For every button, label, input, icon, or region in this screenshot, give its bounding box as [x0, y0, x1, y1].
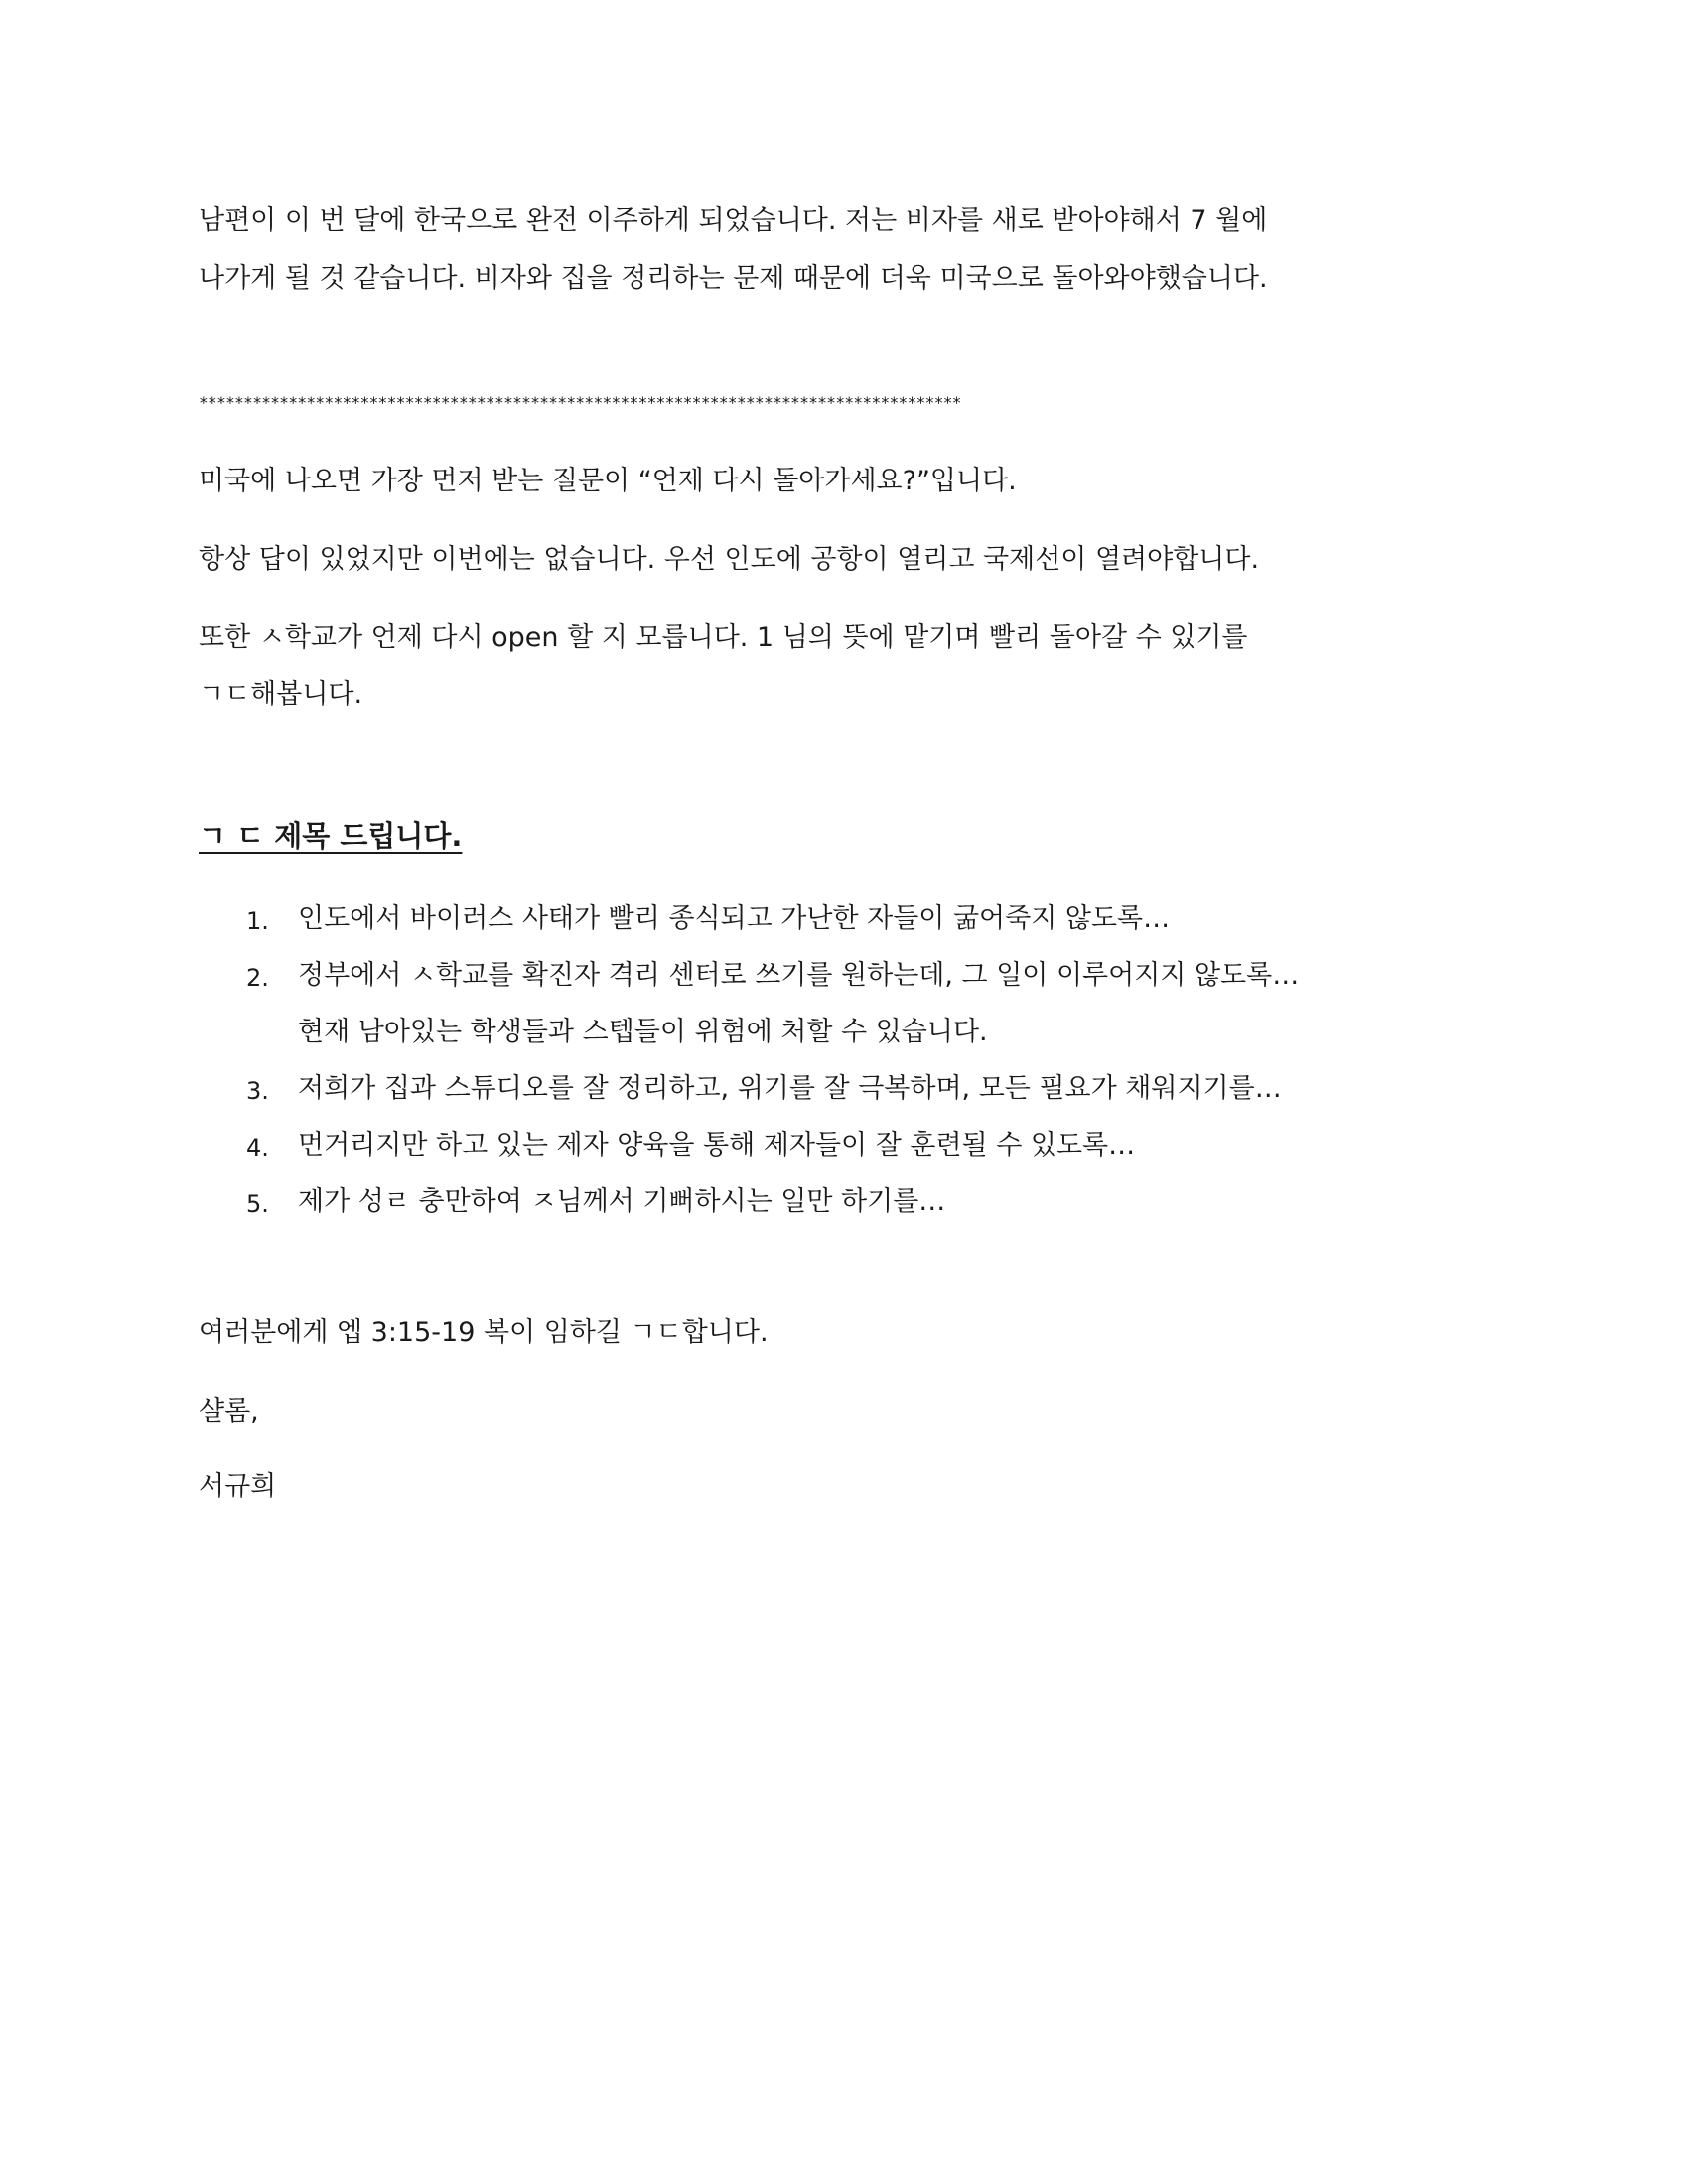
signature: 서규희	[199, 1471, 277, 1502]
list-item-number: 4.	[246, 1134, 269, 1161]
closing-blessing: 여러분에게 엡 3:15-19 복이 임하길 ㄱㄷ합니다.	[199, 1317, 769, 1348]
list-item: 저희가 집과 스튜디오를 잘 정리하고, 위기를 잘 극복하며, 모든 필요가 채워지기를…	[298, 1073, 1282, 1104]
list-item-continuation: 현재 남아있는 학생들과 스텝들이 위험에 처할 수 있습니다.	[298, 1017, 988, 1047]
intro-line-1: 남편이 이 번 달에 한국으로 완전 이주하게 되었습니다. 저는 비자를 새로 받아야해서 7 월에	[199, 205, 1268, 236]
update-paragraph-3-line-2: ㄱㄷ해봅니다.	[199, 679, 363, 710]
list-item: 먼거리지만 하고 있는 제자 양육을 통해 제자들이 잘 훈련될 수 있도록…	[298, 1130, 1136, 1160]
list-item-number: 3.	[246, 1077, 269, 1105]
update-paragraph-1: 미국에 나오면 가장 먼저 받는 질문이 “언제 다시 돌아가세요?”입니다.	[199, 466, 1017, 496]
separator-line: *************************************************************************************	[199, 393, 961, 412]
update-paragraph-2: 항상 답이 있었지만 이번에는 없습니다. 우선 인도에 공항이 열리고 국제선이 열려야합니다.	[199, 544, 1260, 575]
list-item: 인도에서 바이러스 사태가 빨리 종식되고 가난한 자들이 굶어죽지 않도록…	[298, 903, 1171, 934]
intro-line-2: 나가게 될 것 같습니다. 비자와 집을 정리하는 문제 때문에 더욱 미국으로 돌아와야했습니다.	[199, 263, 1268, 294]
list-item-number: 1.	[246, 907, 269, 935]
update-paragraph-3-line-1: 또한 ㅅ학교가 언제 다시 open 할 지 모릅니다. 1 님의 뜻에 맡기며 빨리 돌아갈 수 있기를	[199, 622, 1248, 653]
list-item-number: 2.	[246, 964, 269, 992]
closing-greeting: 샬롬,	[199, 1396, 259, 1427]
list-item: 제가 성ㄹ 충만하여 ㅈ님께서 기뻐하시는 일만 하기를…	[298, 1186, 946, 1217]
list-item-number: 5.	[246, 1190, 269, 1218]
list-item: 정부에서 ㅅ학교를 확진자 격리 센터로 쓰기를 원하는데, 그 일이 이루어지지 않도록…	[298, 960, 1300, 991]
prayer-heading: ㄱ ㄷ 제목 드립니다.	[199, 819, 463, 853]
